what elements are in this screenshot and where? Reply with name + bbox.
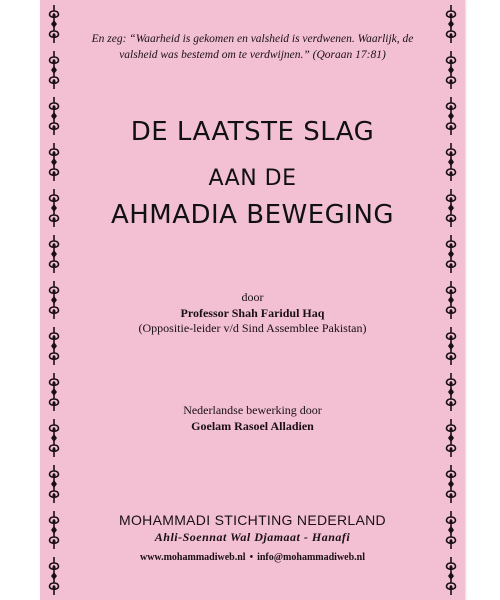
scroll-ornament-icon: [443, 50, 459, 90]
cover-content: [72, 0, 433, 600]
scroll-ornament-icon: [46, 418, 62, 458]
separator-dot: •: [249, 552, 254, 563]
scroll-ornament-icon: [46, 234, 62, 274]
scroll-ornament-icon: [46, 280, 62, 320]
scroll-ornament-icon: [443, 326, 459, 366]
left-ornamental-border: [43, 4, 65, 596]
scroll-ornament-icon: [46, 188, 62, 228]
scroll-ornament-icon: [443, 234, 459, 274]
scroll-ornament-icon: [443, 372, 459, 412]
scroll-ornament-icon: [46, 142, 62, 182]
organization-subtitle: Ahli-Soennat Wal Djamaat - Hanafi: [154, 530, 351, 544]
email-link[interactable]: info@mohammadiweb.nl: [257, 552, 366, 563]
scroll-ornament-icon: [46, 464, 62, 504]
scroll-ornament-icon: [46, 510, 62, 550]
scroll-ornament-icon: [46, 556, 62, 596]
right-ornamental-border: [440, 4, 462, 596]
scroll-ornament-icon: [443, 510, 459, 550]
quran-quote: En zeg: “Waarheid is gekomen en valsheid is verdwenen. Waarlijk, de valsheid was bestemd om te verdwijnen.” (Qoraan 17:81): [91, 33, 414, 61]
title-line-3: AHMADIA BEWEGING: [110, 200, 395, 230]
scroll-ornament-icon: [46, 50, 62, 90]
translator-name: Goelam Rasoel Alladien: [191, 419, 314, 433]
scroll-ornament-icon: [443, 418, 459, 458]
scroll-ornament-icon: [46, 372, 62, 412]
organization-name: MOHAMMADI STICHTING NEDERLAND: [119, 512, 386, 528]
scroll-ornament-icon: [46, 326, 62, 366]
author-name: Professor Shah Faridul Haq: [180, 306, 325, 320]
scroll-ornament-icon: [46, 4, 62, 44]
scroll-ornament-icon: [443, 4, 459, 44]
book-cover: [40, 0, 465, 600]
scroll-ornament-icon: [443, 280, 459, 320]
translation-label: Nederlandse bewerking door: [183, 403, 322, 417]
by-label: door: [241, 290, 264, 304]
scroll-ornament-icon: [46, 96, 62, 136]
scroll-ornament-icon: [443, 188, 459, 228]
scroll-ornament-icon: [443, 142, 459, 182]
scroll-ornament-icon: [443, 556, 459, 596]
scroll-ornament-icon: [443, 464, 459, 504]
author-role: (Oppositie-leider v/d Sind Assemblee Pakistan): [138, 321, 367, 335]
scroll-ornament-icon: [443, 96, 459, 136]
title-line-1: DE LAATSTE SLAG: [130, 117, 375, 147]
website-link[interactable]: www.mohammadiweb.nl: [139, 552, 246, 563]
title-line-2: AAN DE: [208, 166, 297, 191]
contact-line: [72, 552, 433, 563]
